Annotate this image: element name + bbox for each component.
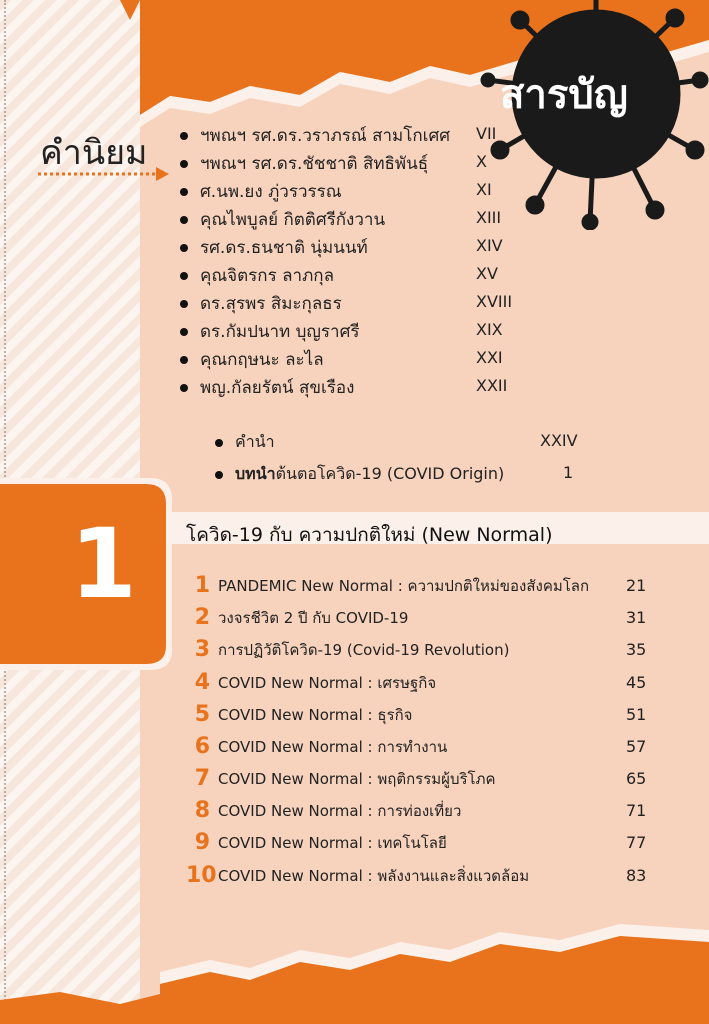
bullet-icon bbox=[180, 272, 188, 280]
bullet-icon bbox=[180, 384, 188, 392]
arrow-icon bbox=[38, 166, 170, 182]
chapter-item: 4 COVID New Normal : เศรษฐกิจ bbox=[194, 670, 437, 695]
forewords-heading: คำนิยม bbox=[40, 133, 148, 173]
chapter-item: 2 วงจรชีวิต 2 ปี กับ COVID-19 bbox=[194, 605, 409, 630]
list-item: คุณจิตรกร ลาภกุล bbox=[180, 262, 334, 289]
bullet-icon bbox=[180, 132, 188, 140]
toc-page: สารบัญ คำนิยม ฯพณฯ รศ.ดร.วราภรณ์ สามโกเศศ VII ฯพณฯ รศ.ดร.ชัชชาติ สิทธิพันธุ์ X ศ.นพ.ยง ภู่วรวรรณ XI คุณไพบูลย์ กิตติศรีกังวาน XIII รศ.ดร.ธนชาติ นุ่มนนท์ XIV คุณจิตรกร ลาภกุล XV ดร.สุรพร สิมะกุลธร XVIII ดร.กัมปนาท บุญราศรี XIX คุณกฤษนะ ละไล XXI พญ.กัลยรัตน์ สุขเรือง XXII คำนำ XXIV บทนำ ต้นตอโควิด-19 (COVID Origin) 1 1 โควิด-19 กับ ความปกติใหม่ (New Normal) 1 PANDEMIC New Normal : ความปกติใหม่ของสังคมโลก 21 2 วงจรชีวิต 2 ปี กับ COVID-19 31 3 การปฏิวัติโควิด-19 (Covid-19 Revolution) 35 4 COVID New Normal : เศรษฐกิจ 45 5 COVID New Normal : ธุรกิจ 51 6 COVID New Normal : การทำงาน 57 7 COVID New Normal : พฤติกรรมผู้บริโภค 65 8 COVID New Normal : การท่องเที่ยว 71 9 COVID New Normal : เทคโนโลยี 77 10 COVID New Normal : พลังงานและสิ่งแวดล้อม 83 bbox=[0, 0, 709, 1024]
chapter-item: 6 COVID New Normal : การทำงาน bbox=[194, 734, 448, 759]
chapter-item: 1 PANDEMIC New Normal : ความปกติใหม่ของสังคมโลก bbox=[194, 573, 590, 598]
part-number: 1 bbox=[70, 508, 137, 620]
list-item: ฯพณฯ รศ.ดร.วราภรณ์ สามโกเศศ bbox=[180, 122, 450, 149]
bullet-icon bbox=[180, 216, 188, 224]
list-item: รศ.ดร.ธนชาติ นุ่มนนท์ bbox=[180, 234, 368, 261]
chapter-item: 5 COVID New Normal : ธุรกิจ bbox=[194, 702, 413, 727]
chapter-item: 8 COVID New Normal : การท่องเที่ยว bbox=[194, 798, 462, 823]
list-item: คุณไพบูลย์ กิตติศรีกังวาน bbox=[180, 206, 385, 233]
list-item: ฯพณฯ รศ.ดร.ชัชชาติ สิทธิพันธุ์ bbox=[180, 150, 428, 177]
list-item: พญ.กัลยรัตน์ สุขเรือง bbox=[180, 374, 354, 401]
list-item: ศ.นพ.ยง ภู่วรวรรณ bbox=[180, 178, 342, 205]
chapter-item: 10 COVID New Normal : พลังงานและสิ่งแวดล้อม bbox=[186, 863, 530, 888]
bullet-icon bbox=[215, 439, 223, 447]
list-item: ดร.กัมปนาท บุญราศรี bbox=[180, 318, 360, 345]
bullet-icon bbox=[180, 328, 188, 336]
chapter-item: 9 COVID New Normal : เทคโนโลยี bbox=[194, 830, 447, 855]
chapter-item: 3 การปฏิวัติโควิด-19 (Covid-19 Revolution) bbox=[194, 637, 510, 662]
preface-item: คำนำ bbox=[215, 430, 275, 455]
part-title: โควิด-19 กับ ความปกติใหม่ (New Normal) bbox=[186, 524, 553, 546]
bullet-icon bbox=[180, 300, 188, 308]
bullet-icon bbox=[180, 356, 188, 364]
chapter-item: 7 COVID New Normal : พฤติกรรมผู้บริโภค bbox=[194, 766, 496, 791]
bullet-icon bbox=[180, 188, 188, 196]
bottom-torn-band bbox=[0, 920, 709, 1024]
list-item: คุณกฤษนะ ละไล bbox=[180, 346, 324, 373]
introduction-item: บทนำ ต้นตอโควิด-19 (COVID Origin) bbox=[215, 462, 504, 487]
list-item: ดร.สุรพร สิมะกุลธร bbox=[180, 290, 342, 317]
bullet-icon bbox=[180, 160, 188, 168]
page-title: สารบัญ bbox=[500, 72, 628, 118]
bullet-icon bbox=[180, 244, 188, 252]
